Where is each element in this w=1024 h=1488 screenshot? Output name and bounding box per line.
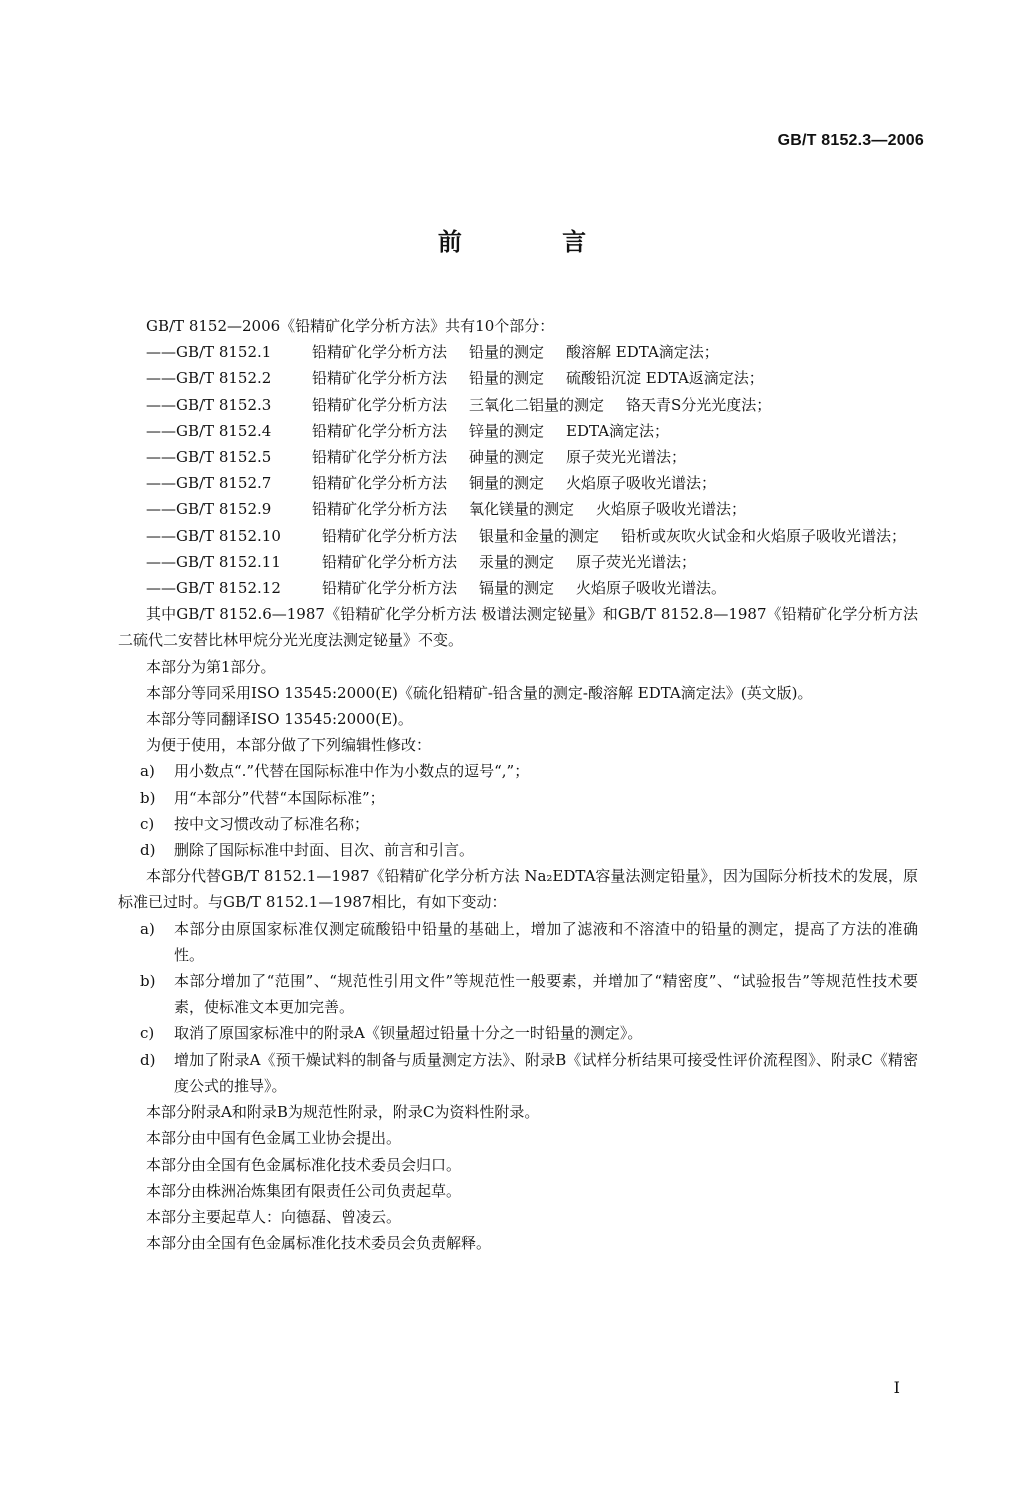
drafters-paragraph: 本部分主要起草人：向德磊、曾凌云。 [146, 1207, 402, 1226]
part-method: 火焰原子吸收光谱法； [596, 500, 747, 519]
list-item [118, 523, 918, 549]
list-marker: c) [140, 814, 155, 833]
part-title: 铅精矿化学分析方法 [312, 343, 448, 362]
list-item [118, 470, 918, 496]
list-item [118, 916, 918, 968]
part-code: ——GB/T 8152.10 [146, 526, 281, 545]
part-title: 铅精矿化学分析方法 [322, 552, 458, 571]
parts-list [118, 339, 918, 601]
part-method: 铬天青S分光光度法； [626, 395, 772, 414]
list-marker: d) [140, 841, 156, 860]
changes-list [118, 916, 918, 1099]
edits-list [118, 758, 918, 863]
part-code: ——GB/T 8152.1 [146, 343, 272, 362]
part-code: ——GB/T 8152.11 [146, 552, 281, 571]
replacement-paragraph: 本部分代替GB/T 8152.1—1987《铅精矿化学分析方法 Na₂EDTA容量法测定铅量》，因为国际分析技术的发展，原标准已过时。与GB/T 8152.1—1987相比，有如下变动： [118, 867, 918, 912]
part-code: ——GB/T 8152.5 [146, 448, 272, 467]
list-item [118, 496, 918, 522]
intro-paragraph: GB/T 8152—2006《铅精矿化学分析方法》共有10个部分： [146, 317, 555, 335]
part-subject: 汞量的测定 [479, 552, 555, 571]
list-item [118, 365, 918, 391]
list-item [118, 339, 918, 365]
part-number-paragraph: 本部分为第1部分。 [146, 657, 276, 676]
edits-intro-paragraph: 为便于使用，本部分做了下列编辑性修改： [146, 736, 432, 755]
list-text: 本部分由原国家标准仅测定硫酸铅中铅量的基础上，增加了滤液和不溶渣中的铅量的测定，提高了方法的准确性。 [174, 919, 918, 964]
list-item [118, 418, 918, 444]
part-title: 铅精矿化学分析方法 [312, 500, 448, 519]
part-method: 原子荧光光谱法； [566, 448, 687, 467]
part-subject: 银量和金量的测定 [479, 526, 600, 545]
part-subject: 锌量的测定 [469, 421, 545, 440]
list-item [118, 392, 918, 418]
list-item [118, 1047, 918, 1099]
proposer-paragraph: 本部分由中国有色金属工业协会提出。 [146, 1129, 402, 1148]
part-subject: 砷量的测定 [469, 448, 545, 467]
part-method: 酸溶解 EDTA滴定法； [566, 343, 719, 362]
adoption-paragraph: 本部分等同采用ISO 13545:2000(E)《硫化铅精矿-铅含量的测定-酸溶解 EDTA滴定法》(英文版)。 [146, 683, 813, 702]
annex-paragraph: 本部分附录A和附录B为规范性附录，附录C为资料性附录。 [146, 1103, 540, 1122]
unchanged-paragraph: 其中GB/T 8152.6—1987《铅精矿化学分析方法 极谱法测定铋量》和GB/T 8152.8—1987《铅精矿化学分析方法 二硫代二安替比林甲烷分光光度法测定铋量》不变。 [118, 605, 918, 650]
list-item [118, 1020, 918, 1046]
list-marker: d) [140, 1050, 156, 1069]
part-title: 铅精矿化学分析方法 [322, 526, 458, 545]
list-item [118, 575, 918, 601]
translation-paragraph: 本部分等同翻译ISO 13545:2000(E)。 [146, 710, 413, 729]
list-marker: a) [140, 919, 155, 938]
list-text: 本部分增加了“范围”、“规范性引用文件”等规范性一般要素，并增加了“精密度”、“试验报告”等规范性技术要素，使标准文本更加完善。 [174, 972, 918, 1017]
list-text: 按中文习惯改动了标准名称； [174, 814, 370, 833]
list-text: 增加了附录A《预干燥试料的制备与质量测定方法》、附录B《试样分析结果可接受性评价流程图》、附录C《精密度公式的推导》。 [174, 1050, 918, 1095]
list-text: 删除了国际标准中封面、目次、前言和引言。 [174, 841, 475, 860]
part-method: 原子荧光光谱法； [576, 552, 697, 571]
list-marker: b) [140, 972, 156, 991]
part-subject: 铅量的测定 [469, 369, 545, 388]
part-method: 硫酸铅沉淀 EDTA返滴定法； [566, 369, 764, 388]
part-code: ——GB/T 8152.7 [146, 474, 272, 493]
list-item [118, 785, 918, 811]
part-subject: 镉量的测定 [479, 579, 555, 598]
part-method: 火焰原子吸收光谱法； [566, 474, 717, 493]
drafting-organization-paragraph: 本部分由株洲冶炼集团有限责任公司负责起草。 [146, 1181, 462, 1200]
list-item [118, 811, 918, 837]
part-subject: 氧化镁量的测定 [469, 500, 575, 519]
interpretation-paragraph: 本部分由全国有色金属标准化技术委员会负责解释。 [146, 1234, 492, 1253]
part-code: ——GB/T 8152.3 [146, 395, 272, 414]
list-marker: b) [140, 788, 156, 807]
list-item [118, 968, 918, 1020]
list-item [118, 444, 918, 470]
list-marker: a) [140, 762, 155, 781]
part-title: 铅精矿化学分析方法 [312, 369, 448, 388]
part-code: ——GB/T 8152.4 [146, 421, 272, 440]
list-text: 取消了原国家标准中的附录A《钡量超过铅量十分之一时铅量的测定》。 [174, 1024, 643, 1043]
page-title: 前 言 [437, 228, 633, 256]
responsible-committee-paragraph: 本部分由全国有色金属标准化技术委员会归口。 [146, 1155, 462, 1174]
page-number: I [893, 1378, 900, 1397]
document-body [118, 313, 918, 1256]
part-title: 铅精矿化学分析方法 [312, 474, 448, 493]
list-marker: c) [140, 1024, 155, 1043]
list-item [118, 549, 918, 575]
part-method: EDTA滴定法； [566, 421, 670, 440]
part-title: 铅精矿化学分析方法 [312, 421, 448, 440]
list-text: 用“本部分”代替“本国际标准”； [174, 788, 385, 807]
part-title: 铅精矿化学分析方法 [312, 395, 448, 414]
part-code: ——GB/T 8152.12 [146, 579, 281, 598]
part-subject: 铅量的测定 [469, 343, 545, 362]
part-code: ——GB/T 8152.9 [146, 500, 272, 519]
standard-code: GB/T 8152.3—2006 [777, 132, 924, 149]
list-item [118, 758, 918, 784]
part-method: 火焰原子吸收光谱法。 [576, 579, 727, 598]
part-subject: 铜量的测定 [469, 474, 545, 493]
part-title: 铅精矿化学分析方法 [322, 579, 458, 598]
list-text: 用小数点“.”代替在国际标准中作为小数点的逗号“,”； [174, 762, 530, 781]
part-code: ——GB/T 8152.2 [146, 369, 272, 388]
part-title: 铅精矿化学分析方法 [312, 448, 448, 467]
list-item [118, 837, 918, 863]
part-subject: 三氧化二铝量的测定 [469, 395, 605, 414]
part-method: 铅析或灰吹火试金和火焰原子吸收光谱法； [621, 526, 907, 545]
